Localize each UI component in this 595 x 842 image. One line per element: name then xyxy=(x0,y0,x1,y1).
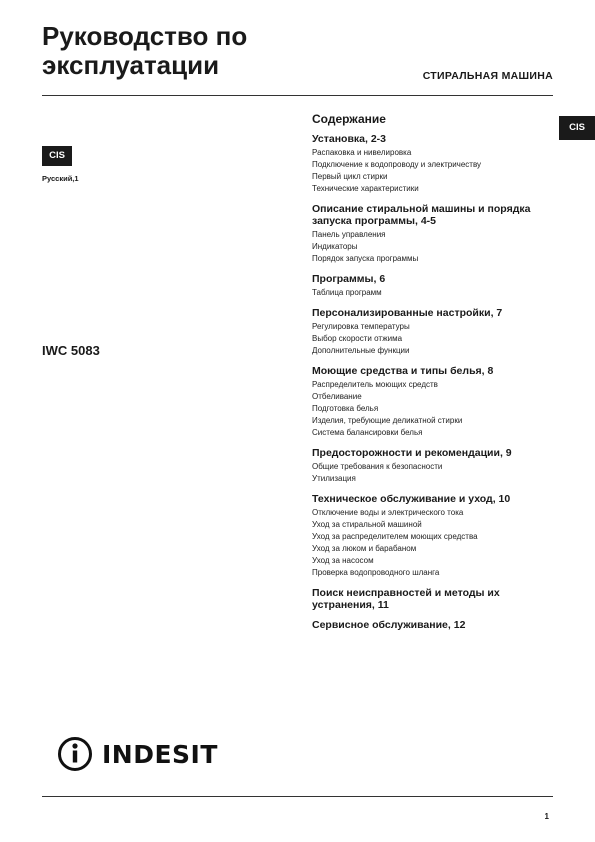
toc-item[interactable]: Дополнительные функции xyxy=(312,346,410,355)
title-line-2: эксплуатации xyxy=(42,50,220,80)
toc-section xyxy=(312,203,562,265)
toc-section-title[interactable]: Поиск неисправностей и методы их устранения, 11 xyxy=(312,587,500,611)
toc-section-title[interactable]: Моющие средства и типы белья, 8 xyxy=(312,365,494,377)
toc-item[interactable]: Уход за стиральной машиной xyxy=(312,520,422,529)
toc-item[interactable]: Изделия, требующие деликатной стирки xyxy=(312,416,463,425)
toc-section xyxy=(312,619,562,631)
toc-item[interactable]: Распаковка и нивелировка xyxy=(312,148,412,157)
toc-item[interactable]: Система балансировки белья xyxy=(312,428,423,437)
toc-item[interactable]: Распределитель моющих средств xyxy=(312,380,438,389)
logo-wordmark: INDESIT xyxy=(102,739,218,769)
product-type-subtitle: СТИРАЛЬНАЯ МАШИНА xyxy=(422,70,553,82)
toc-section xyxy=(312,365,562,439)
indesit-i-logo-icon xyxy=(56,735,96,773)
toc-item[interactable]: Первый цикл стирки xyxy=(312,172,388,181)
toc-section xyxy=(312,133,562,195)
toc-item[interactable]: Отбеливание xyxy=(312,392,362,401)
toc-item[interactable]: Общие требования к безопасности xyxy=(312,462,443,471)
toc-section-title[interactable]: Персонализированные настройки, 7 xyxy=(312,307,503,319)
toc-section-title[interactable]: Предосторожности и рекомендации, 9 xyxy=(312,447,512,459)
toc-section xyxy=(312,493,562,579)
toc-section-title[interactable]: Установка, 2-3 xyxy=(312,133,387,145)
toc-item[interactable]: Уход за распределителем моющих средства xyxy=(312,532,478,541)
toc-item[interactable]: Панель управления xyxy=(312,230,386,239)
toc-section xyxy=(312,587,562,611)
toc-item[interactable]: Регулировка температуры xyxy=(312,322,410,331)
toc-item[interactable]: Подготовка белья xyxy=(312,404,379,413)
region-badge: CIS xyxy=(42,146,72,166)
title-line-1: Руководство по xyxy=(42,21,248,51)
toc-item[interactable]: Таблица программ xyxy=(312,288,382,297)
toc-item[interactable]: Выбор скорости отжима xyxy=(312,334,403,343)
toc-section-title[interactable]: Сервисное обслуживание, 12 xyxy=(312,619,466,631)
toc-item[interactable]: Утилизация xyxy=(312,474,356,483)
table-of-contents xyxy=(312,112,562,639)
toc-section-title[interactable]: Программы, 6 xyxy=(312,273,386,285)
toc-item[interactable]: Подключение к водопроводу и электричеству xyxy=(312,160,482,169)
model-number: IWC 5083 xyxy=(42,343,100,358)
toc-section-title[interactable]: Описание стиральной машины и порядка запуска программы, 4-5 xyxy=(312,203,531,227)
toc-section-title[interactable]: Техническое обслуживание и уход, 10 xyxy=(312,493,511,505)
language-index-link[interactable]: Русский,1 xyxy=(42,174,79,183)
toc-item[interactable]: Уход за люком и барабаном xyxy=(312,544,417,553)
toc-section xyxy=(312,447,562,485)
toc-item[interactable]: Отключение воды и электрического тока xyxy=(312,508,464,517)
header-divider xyxy=(42,95,553,96)
toc-item[interactable]: Проверка водопроводного шланга xyxy=(312,568,440,577)
toc-section xyxy=(312,273,562,299)
toc-sections xyxy=(312,133,562,631)
toc-item[interactable]: Уход за насосом xyxy=(312,556,374,565)
page-number: 1 xyxy=(544,812,549,821)
toc-item[interactable]: Порядок запуска программы xyxy=(312,254,419,263)
toc-section xyxy=(312,307,562,357)
page-title xyxy=(42,22,247,80)
brand-logo xyxy=(56,735,218,773)
toc-title: Содержание xyxy=(312,112,386,126)
toc-item[interactable]: Технические характеристики xyxy=(312,184,419,193)
footer-divider xyxy=(42,796,553,797)
side-region-badge: CIS xyxy=(559,116,595,140)
toc-item[interactable]: Индикаторы xyxy=(312,242,358,251)
